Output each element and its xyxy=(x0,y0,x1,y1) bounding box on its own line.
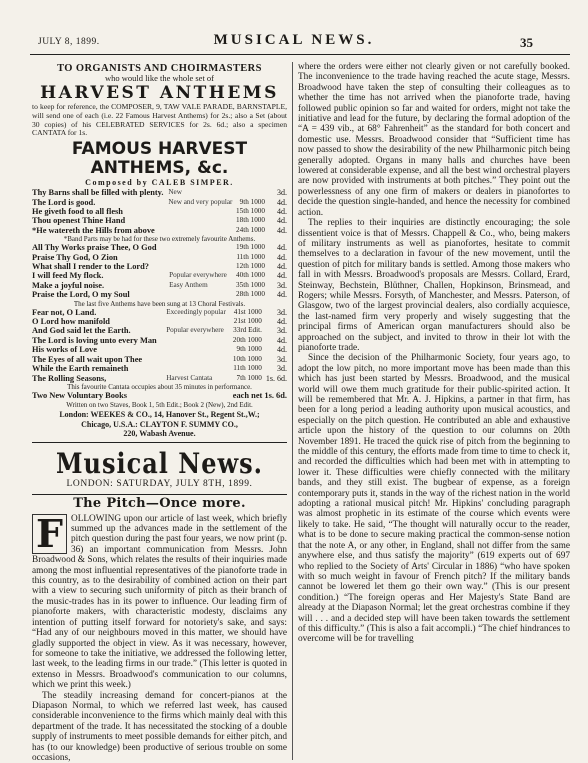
article-paragraph-1-text: OLLOWING upon our article of last week, which briefly summed up the advances made in the settlement of the pitch question during the past four years, we now print (p. 36) an important communication from Messrs. John Broadwood & Sons, which relates the results of their inquiries made among the most influential representatives of the pianoforte trade in this country, as to the desirability of combined action on their part with a view to securing such uniformity of pitch as their branch of the music-trades has in its power to influence. Our leading firm of pianoforte makers, with characteristic modesty, disclaims any intention of putting itself forward for notoriety's sake, and says: “Had any of our neighbours moved in this matter, we should have gladly supported the object in view. As it was necessary, however, for someone to take the initiative, we addressed the following letter, last week, to the leading firms in our trade.” (This letter is quoted in extenso in Messrs. Broadwood's communication to our columns, which we print this week.) xyxy=(32,513,287,691)
anthem-thousand: 24th 1000 xyxy=(236,225,265,234)
ad-address-chicago: Chicago, U.S.A.: CLAYTON F. SUMMY CO., xyxy=(81,419,238,429)
ad-voluntary-books-title: Two New Voluntary Books xyxy=(32,390,128,400)
anthem-title: The Eyes of all wait upon Thee xyxy=(32,354,143,364)
anthem-row xyxy=(32,281,287,290)
anthem-note xyxy=(169,243,233,252)
anthem-price: 4d. xyxy=(277,262,287,272)
anthem-row xyxy=(32,262,287,271)
anthem-title: Thy Barns shall be filled with plenty. xyxy=(32,188,164,198)
ad-offer-text: to keep for reference, the COMPOSER, 9, TAW VALE PARADE, BARNSTAPLE, will send one of each (i.e. 22 Famous Harvest Anthems) for 2s.; also a Set (about 30 copies) of his CELEBRATED SERVICES for 2s. 6d.; also a specimen CANTATA for 1s. xyxy=(32,102,287,138)
anthem-price: 4d. xyxy=(277,335,287,345)
anthem-note: Easy Anthem xyxy=(169,280,208,289)
anthem-note: Popular everywhere xyxy=(169,271,227,280)
ad-heading: TO ORGANISTS AND CHOIRMASTERS xyxy=(57,63,262,74)
page-number: 35 xyxy=(520,35,533,50)
anthem-title: Make a joyful noise. xyxy=(32,280,105,290)
ad-address-london: London: WEEKES & CO., 14, Hanover St., Regent St.,W.; xyxy=(59,410,260,420)
anthem-row xyxy=(32,216,287,225)
anthem-row xyxy=(32,253,287,262)
anthem-thousand: 18th 1000 xyxy=(236,216,265,225)
anthem-thousand: 35th 1000 xyxy=(236,280,265,289)
anthem-title: The Lord is good. xyxy=(32,197,96,207)
anthem-row xyxy=(32,374,287,383)
anthem-price: 4d. xyxy=(277,317,287,327)
anthem-title: He giveth food to all flesh xyxy=(32,207,123,216)
anthem-title: Praise the Lord, O my Soul xyxy=(32,290,130,300)
anthem-note xyxy=(166,364,230,373)
anthem-row xyxy=(32,336,287,345)
ad-harvest-title: HARVEST ANTHEMS xyxy=(40,83,279,104)
anthem-note xyxy=(166,336,230,345)
ad-note-written: Written on two Staves, Book 1, 5th Edit.; Book 2 (New), 2nd Edit. xyxy=(66,401,253,410)
anthem-list-b xyxy=(32,243,287,299)
left-column xyxy=(32,62,287,763)
anthem-row xyxy=(32,188,287,197)
anthem-note xyxy=(168,226,234,235)
ad-composer-line: Composed by CALEB SIMPER. xyxy=(85,177,234,187)
anthem-note xyxy=(166,355,230,364)
anthem-list-c xyxy=(32,308,287,383)
anthem-note xyxy=(169,290,233,299)
anthem-thousand: 9th 1000 xyxy=(236,345,262,354)
anthem-price: 4d. xyxy=(277,252,287,262)
anthem-list-a xyxy=(32,188,287,235)
anthem-note xyxy=(169,253,233,262)
anthem-row xyxy=(32,317,287,326)
anthem-note: Harvest Cantata xyxy=(166,373,213,382)
anthem-price: 4d. xyxy=(277,345,287,355)
anthem-thousand: 19th 1000 xyxy=(236,243,265,252)
anthem-price: 1s. 6d. xyxy=(265,373,287,383)
ad-subheading: who would like the whole set of xyxy=(104,73,215,84)
anthem-price: 4d. xyxy=(277,271,287,281)
article-paragraph-4: The replies to their inquiries are distinctly encouraging; the sole dissentient voice is that of Messrs. Chappell & Co., who, being makers of military instruments as well as pianofortes, hesitate to commit themselves to a declaration in favour of the new movement, until the question of pitch for military bands is settled. Among those makers who fall in with Messrs. Broadwood's proposals are Messrs. Collard, Erard, Steinway, Bechstein, Blüthner, Challen, Hopkinson, Brinsmead, and Rogers; while Messrs. Forsyth, of Manchester, and Messrs. Paterson, of Glasgow, two of the largest provincial dealers, also cordially acquiesce, the last-named firm very properly and wisely suggesting that the principal firms of American organ manufacturers should also be approached on the subject, and invited to throw in their lot with the pianoforte trade. xyxy=(298,218,570,353)
anthem-note xyxy=(166,317,230,326)
anthem-thousand: 11th 1000 xyxy=(236,252,265,261)
anthem-title: O Lord how manifold xyxy=(32,317,110,327)
anthem-thousand: 41st 1000 xyxy=(233,307,262,316)
header-rule xyxy=(30,54,570,55)
anthem-row xyxy=(32,198,287,207)
anthem-title: While the Earth remaineth xyxy=(32,364,129,374)
anthem-price: 4d. xyxy=(277,207,287,216)
anthem-title: The Rolling Seasons, xyxy=(32,373,107,383)
anthem-note xyxy=(168,207,234,216)
anthem-row xyxy=(32,271,287,280)
anthem-row xyxy=(32,207,287,216)
anthem-thousand: 28th 1000 xyxy=(236,290,265,299)
anthem-price: 3d. xyxy=(277,364,287,374)
ad-note-band: *Band Parts may be had for these two extremely favourite Anthems. xyxy=(63,235,256,244)
anthem-title: Fear not, O Land. xyxy=(32,307,97,317)
anthem-thousand: 11th 1000 xyxy=(233,364,262,373)
anthem-row xyxy=(32,290,287,299)
anthem-row xyxy=(32,243,287,252)
article-paragraph-1 xyxy=(32,510,287,691)
anthem-title: And God said let the Earth. xyxy=(32,326,131,336)
anthem-note: Popular everywhere xyxy=(166,326,224,335)
masthead-date: LONDON: SATURDAY, JULY 8TH, 1899. xyxy=(66,478,253,489)
anthem-price: 4d. xyxy=(277,197,287,207)
anthem-thousand: 10th 1000 xyxy=(232,354,262,363)
anthem-thousand xyxy=(235,188,269,197)
anthem-price: 3d. xyxy=(277,326,287,336)
anthem-price: 3d. xyxy=(277,354,287,364)
ad-voluntary-books xyxy=(32,391,287,401)
masthead-title: Musical News. xyxy=(55,446,263,480)
anthem-price: 3d. xyxy=(277,280,287,290)
anthem-note: Exceedingly popular xyxy=(166,307,226,316)
anthem-row xyxy=(32,364,287,373)
anthem-thousand: 9th 1000 xyxy=(239,197,265,206)
ad-famous-title: FAMOUS HARVEST ANTHEMS, &c. xyxy=(71,138,248,178)
masthead-rule xyxy=(32,494,287,495)
anthem-thousand: 40th 1000 xyxy=(236,271,265,280)
anthem-thousand: 33rd Edit. xyxy=(233,326,262,335)
anthem-thousand: 21st 1000 xyxy=(233,317,262,326)
anthem-title: What shall I render to the Lord? xyxy=(32,262,149,272)
ad-voluntary-books-price: each net 1s. 6d. xyxy=(232,390,287,400)
anthem-price: 4d. xyxy=(277,290,287,300)
advertisement xyxy=(32,64,287,443)
anthem-note: New and very popular xyxy=(168,197,233,206)
anthem-note: New xyxy=(168,188,182,197)
anthem-thousand: 15th 1000 xyxy=(236,207,265,215)
anthem-title: The Lord is loving unto every Man xyxy=(32,335,157,345)
anthem-price: 4d. xyxy=(277,243,287,253)
ad-note-choral: The last five Anthems have been sung at 13 Choral Festivals. xyxy=(73,299,246,308)
anthem-thousand: 7th 1000 xyxy=(236,373,262,382)
anthem-note xyxy=(168,216,234,225)
anthem-price: 3d. xyxy=(277,307,287,317)
anthem-title: *He watereth the Hills from above xyxy=(32,225,155,235)
anthem-title: All Thy Works praise Thee, O God xyxy=(32,243,157,253)
article-paragraph-3: where the orders were either not clearly given or not carefully booked. The inconvenience to the trade having reached the acute stage, Messrs. Broadwood have taken the step of consulting their colleagues as to whether the time has not arrived when the pianoforte trade, having followed public opinion so far and waited for orders, might not take the initiative and lead for the future, by declaring the formal adoption of the “A = 439 vib., at 68° Fahrenheit” as the standard for both concert and domestic use. Messrs. Broadwood consider that “Sufficient time has now passed to show the desirability of the new Philharmonic pitch being generally adopted. Organs in many halls and churches have been lowered at considerable expense, and all the best wind orchestral players are now provided with instruments at both pitches.” They point out the powerlessness of any one firm of makers or dealers in pianofortes to decide the question single-handed, and hence the necessity for combined action. xyxy=(298,62,570,218)
ad-address-street: 220, Wabash Avenue. xyxy=(123,429,196,439)
header-date: JULY 8, 1899. xyxy=(38,37,100,47)
ad-address xyxy=(32,410,287,439)
anthem-row xyxy=(32,355,287,364)
anthem-row xyxy=(32,345,287,354)
header-title: MUSICAL NEWS. xyxy=(213,32,375,48)
anthem-title: His works of Love xyxy=(32,345,97,355)
anthem-note xyxy=(166,345,230,354)
dropcap-letter: F xyxy=(32,514,67,554)
anthem-thousand: 20th 1000 xyxy=(232,335,262,344)
right-column xyxy=(298,62,570,645)
column-divider xyxy=(292,62,293,760)
article-title: The Pitch—Once more. xyxy=(73,496,246,512)
anthem-title: Thou openest Thine Hand xyxy=(32,216,126,226)
ad-note-cantata: This favourite Cantata occupies about 35 minutes in performance. xyxy=(67,382,252,391)
article-paragraph-5: Since the decision of the Philharmonic Society, four years ago, to adopt the low pitch, no more important move has been made than this which has just been started by Messrs. Broadwood, and the musical world will owe them much gratitude for their public-spirited action. It will be remembered that Mr. A. J. Hipkins, a partner in that firm, has been for a long period a leading authority upon musical acoustics, and especially on the pitch question. He contributed an able and exhaustive article upon the history of the question to our columns on 20th November 1891. He traced the quick rise of pitch from the beginning to the middle of this century, the efforts made from time to time to check it, and recorded the difficulties which had been met with in attempting to lower it. These difficulties were chiefly connected with the military bands, and they still exist. The bugbear of expense, as a foreign contemporary puts it, stands in the way of the richest nation in the world adopting a rational musical pitch! Mr. Hipkins' concluding paragraph was almost prophetic in its estimate of the course which events were likely to take. He said, “The thought will naturally occur to the reader, what is to be done to secure making practical the common-sense notion that the note A, or any other, in England, shall not differ from the same anywhere else, and thus satisfy the majority” (619 experts out of 697 who replied to the Society of Arts' Circular in 1886) “who have spoken with so much weight in favour of French pitch? If the military bands cannot be lowered let them go their own way.” (This is our present condition.) “The foreign operas and Her Majesty's State Band are already at the Diapason Normal; let the great orchestras combine if they will . . . and a decided step will have been taken towards the settlement of this difficulty.” (This is also a fait accompli.) “The chief hindrances to overcome will be for travelling xyxy=(298,353,570,645)
anthem-note xyxy=(169,262,233,271)
anthem-price: 3d. xyxy=(277,188,287,198)
anthem-row xyxy=(32,326,287,335)
anthem-title: Praise Thy God, O Zion xyxy=(32,252,118,262)
anthem-price: 4d. xyxy=(277,216,287,226)
article-paragraph-2: The steadily increasing demand for concert-pianos at the Diapason Normal, to which we referred last week, has caused considerable inconvenience to the firms which mainly deal with this department of the trade. It has necessitated the stocking of a double supply of instruments to meet possible demands for either pitch, and has (to our knowledge) been productive of serious trouble on some occasions, xyxy=(32,690,287,763)
anthem-row xyxy=(32,308,287,317)
anthem-title: I will feed My flock. xyxy=(32,271,104,281)
anthem-thousand: 12th 1000 xyxy=(236,262,265,271)
anthem-row xyxy=(32,226,287,235)
anthem-price: 4d. xyxy=(277,225,287,235)
